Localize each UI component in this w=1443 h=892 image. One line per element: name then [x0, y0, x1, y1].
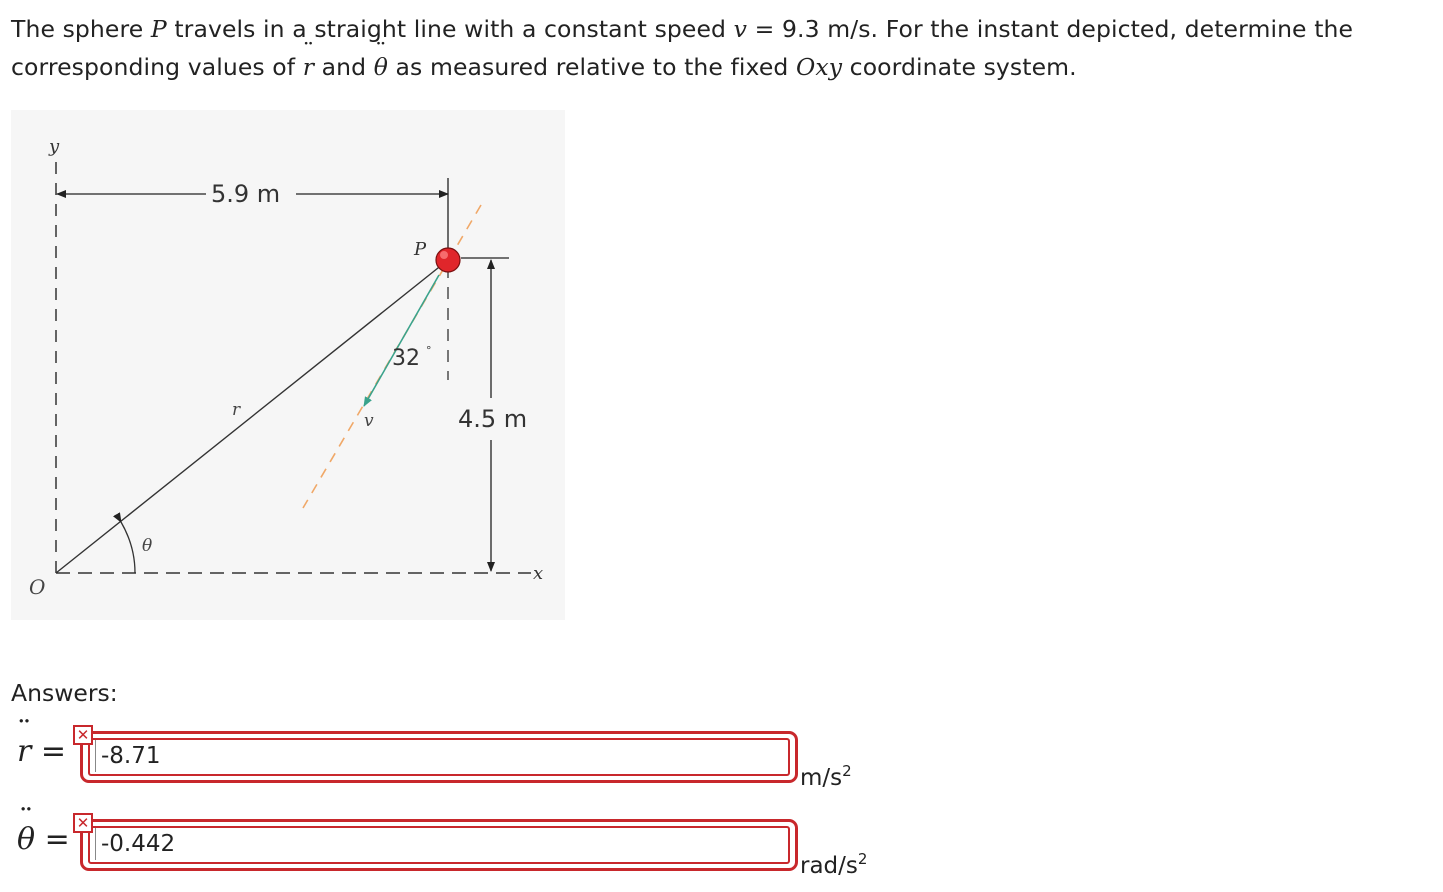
point-label: P — [414, 239, 427, 260]
question-text: The sphere P travels in a straight line with a constant speed v = 9.3 m/s. For the instant depicted, determine the corresponding values of ¨ r and ¨ θ as measured relative to the fixed Oxy coordinate system. — [11, 10, 1431, 86]
theta-ddot-answer-field — [80, 819, 798, 871]
theta-ddot-input[interactable] — [95, 828, 781, 860]
theta-ddot-unit: rad/$s^2$ — [800, 850, 868, 879]
r-ddot-input[interactable] — [95, 740, 781, 772]
r-label: r — [232, 400, 241, 420]
r-ddot-label: ¨ r = — [17, 734, 66, 769]
problem-figure — [11, 110, 565, 620]
incorrect-icon: ✕ — [73, 725, 93, 745]
v-label: v — [364, 411, 374, 431]
origin-label: O — [29, 575, 46, 599]
r-ddot-answer-field — [80, 731, 798, 783]
horizontal-dimension-label: 5.9 m — [211, 180, 281, 208]
y-axis-label: y — [49, 136, 60, 157]
position-vector-r — [56, 260, 448, 573]
figure-diagram — [11, 110, 565, 620]
incorrect-icon: ✕ — [73, 813, 93, 833]
angle-label: 32 ° — [392, 344, 432, 371]
x-axis-label: x — [533, 563, 544, 584]
sphere-highlight — [440, 251, 448, 259]
theta-ddot-label: ¨ θ = — [17, 822, 70, 857]
r-ddot-unit: $m/s^2$ — [800, 762, 852, 791]
sphere-p — [436, 248, 460, 272]
velocity-vector — [364, 275, 439, 406]
theta-arc — [121, 522, 135, 573]
theta-label: θ — [142, 536, 153, 556]
answers-heading: Answers: — [11, 679, 118, 707]
vertical-dimension-label: 4.5 m — [458, 405, 528, 433]
